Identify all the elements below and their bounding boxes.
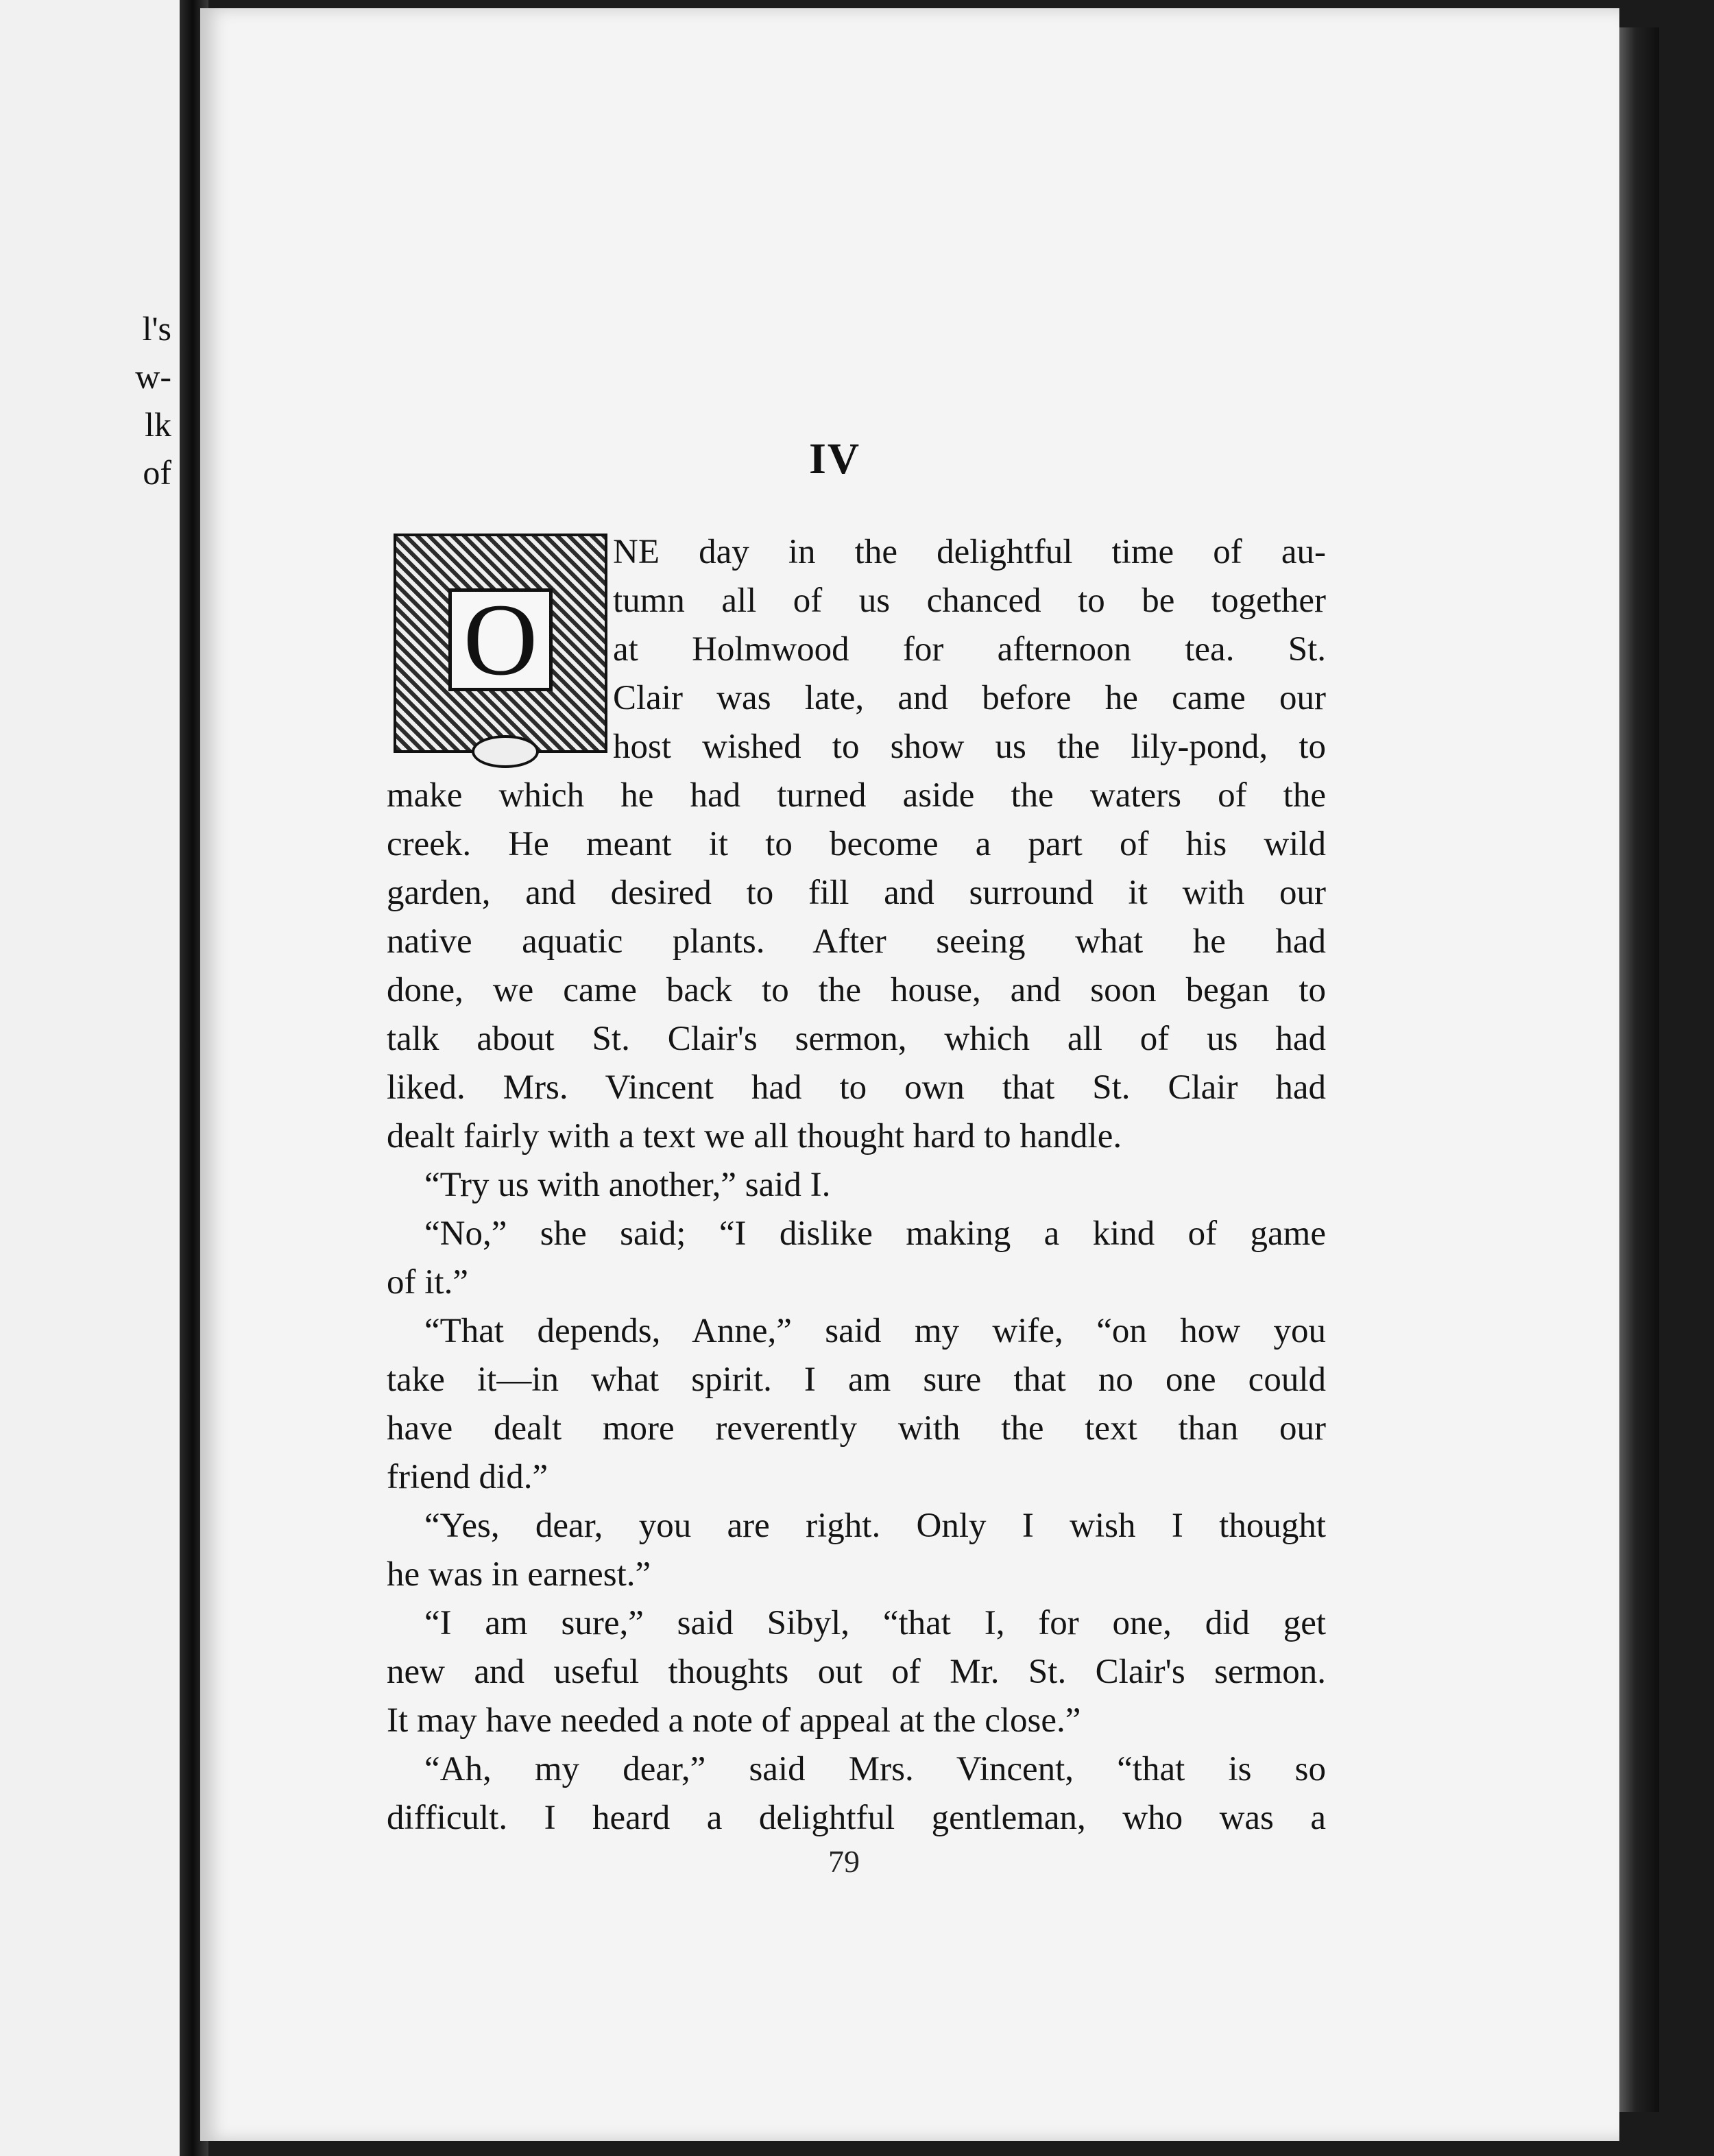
facing-page-fragment: l's (142, 309, 171, 348)
text-line: “No,” she said; “I dislike making a kind of game (424, 1214, 1326, 1253)
text-line: he was in earnest.” (387, 1555, 651, 1594)
text-line: “Try us with another,” said I. (424, 1166, 831, 1204)
text-line: creek. He meant it to become a part of his wild (387, 825, 1326, 863)
page-edge (1619, 27, 1659, 2112)
text-line: liked. Mrs. Vincent had to own that St. Clair had (387, 1068, 1326, 1107)
text-line: difficult. I heard a delightful gentleman, who was a (387, 1799, 1326, 1837)
facing-page-fragment: of (143, 453, 171, 492)
text-line: host wished to show us the lily-pond, to (613, 728, 1326, 766)
text-line: NE day in the delightful time of au- (613, 533, 1326, 571)
chapter-heading: IV (809, 434, 861, 483)
text-line: at Holmwood for afternoon tea. St. (613, 630, 1326, 669)
text-line: of it.” (387, 1263, 468, 1302)
text-line: talk about St. Clair's sermon, which all of us had (387, 1020, 1326, 1058)
text-line: “Ah, my dear,” said Mrs. Vincent, “that is so (424, 1750, 1326, 1788)
text-line: “I am sure,” said Sibyl, “that I, for one, did get (424, 1604, 1326, 1642)
text-line: take it—in what spirit. I am sure that no one could (387, 1361, 1326, 1399)
text-line: done, we came back to the house, and soon began to (387, 971, 1326, 1009)
facing-page-fragment: w- (135, 357, 171, 396)
text-line: new and useful thoughts out of Mr. St. Clair's sermon. (387, 1653, 1326, 1691)
facing-page (0, 0, 180, 2156)
text-line: make which he had turned aside the waters of the (387, 776, 1326, 815)
page-number: 79 (828, 1844, 860, 1879)
facing-page-fragment: lk (145, 405, 171, 444)
text-line: It may have needed a note of appeal at the close.” (387, 1701, 1081, 1740)
drop-cap-letter: O (463, 583, 538, 697)
text-line: “Yes, dear, you are right. Only I wish I thought (424, 1507, 1326, 1545)
text-line: have dealt more reverently with the text than our (387, 1409, 1326, 1448)
text-line: “That depends, Anne,” said my wife, “on how you (424, 1312, 1326, 1350)
text-line: friend did.” (387, 1458, 548, 1496)
text-line: tumn all of us chanced to be together (613, 582, 1326, 620)
text-line: dealt fairly with a text we all thought hard to handle. (387, 1117, 1122, 1155)
text-line: garden, and desired to fill and surround it with our (387, 874, 1326, 912)
text-line: Clair was late, and before he came our (613, 679, 1326, 717)
body-text (387, 528, 1326, 1843)
text-line: native aquatic plants. After seeing what he had (387, 922, 1326, 961)
